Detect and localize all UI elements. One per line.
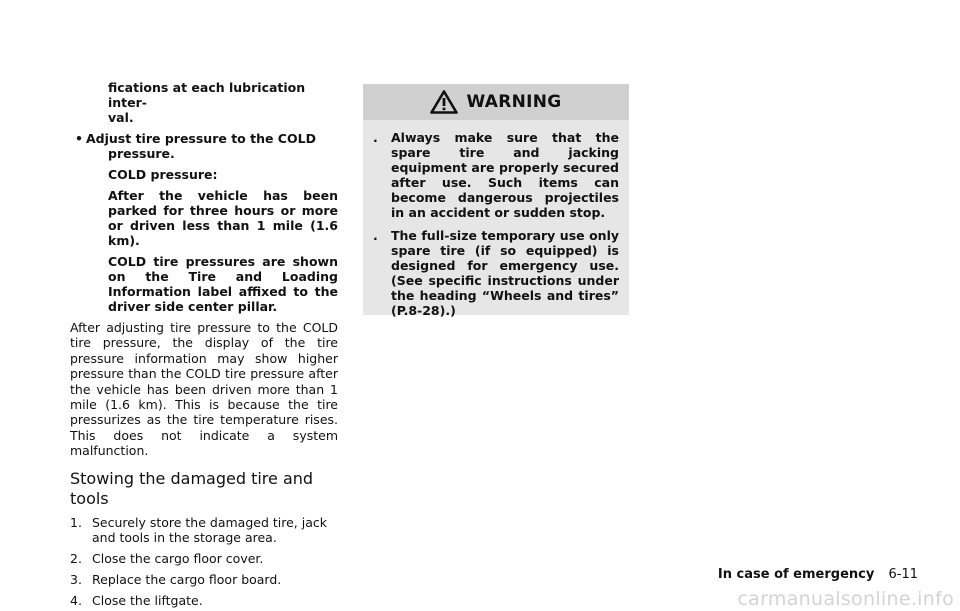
step-number: 1. [70,514,82,530]
cold-pressure-label: COLD pressure: [108,167,218,182]
cold-pressure-location: COLD tire pressures are shown on the Tire and Loading Information label affixed to the driver side center pillar. [108,254,338,314]
adjustment-note-paragraph: After adjusting tire pressure to the COLD tire pressure, the display of the tire pressure information may show higher pressure than the COLD tire pressure after the vehicle has been driven more than 1 mile (1.6 km). This is because the tire pressurizes as the tire temperature rises. This does not indicate a system malfunction. [70,320,338,459]
watermark: carmanualsonline.info [737,588,954,610]
left-column [70,80,338,608]
step-number: 4. [70,592,82,608]
step-text: Securely store the damaged tire, jack and tools in the storage area. [92,514,327,545]
continued-text-line-2: val. [108,110,134,125]
warning-item-text: The full-size temporary use only spare tire (if so equipped) is designed for emergency use. (See specific instructions under the heading “Wheels and tires” (P.8-28).) [391,228,619,318]
page-footer [718,567,918,582]
footer-section-title: In case of emergency [717,567,875,582]
warning-bullet: . [373,130,378,145]
warning-title: WARNING [466,92,562,112]
step-text: Close the cargo floor cover. [92,550,264,566]
warning-triangle-icon [430,90,458,114]
warning-items [373,130,619,326]
step-number: 3. [70,571,82,587]
bullet-text-line-2: pressure. [108,146,175,161]
section-heading: Stowing the damaged tire and tools [70,468,314,508]
warning-item [373,228,619,318]
warning-item-text: Always make sure that the spare tire and jacking equipment are properly secured after use. Such items can become dangerous projectiles in an accident or sudden stop. [391,130,619,220]
cold-pressure-definition: After the vehicle has been parked for three hours or more or driven less than 1 mile (1.6 km). [108,188,338,248]
steps-list [70,515,338,608]
warning-box [363,84,629,318]
bullet-dot: • [75,131,83,146]
bullet-text-line-1: Adjust tire pressure to the COLD [86,131,316,146]
step-item [70,572,338,587]
step-text: Close the liftgate. [92,592,203,608]
step-item [70,593,338,608]
step-number: 2. [70,550,82,566]
step-text: Replace the cargo floor board. [92,571,282,587]
warning-item [373,130,619,220]
warning-header [363,84,629,120]
adjust-pressure-bullet [75,131,338,161]
warning-bullet: . [373,228,378,243]
continued-text-line-1: fications at each lubrication inter- [108,80,306,110]
step-item [70,515,338,545]
footer-page-number: 6-11 [888,567,918,582]
step-item [70,551,338,566]
